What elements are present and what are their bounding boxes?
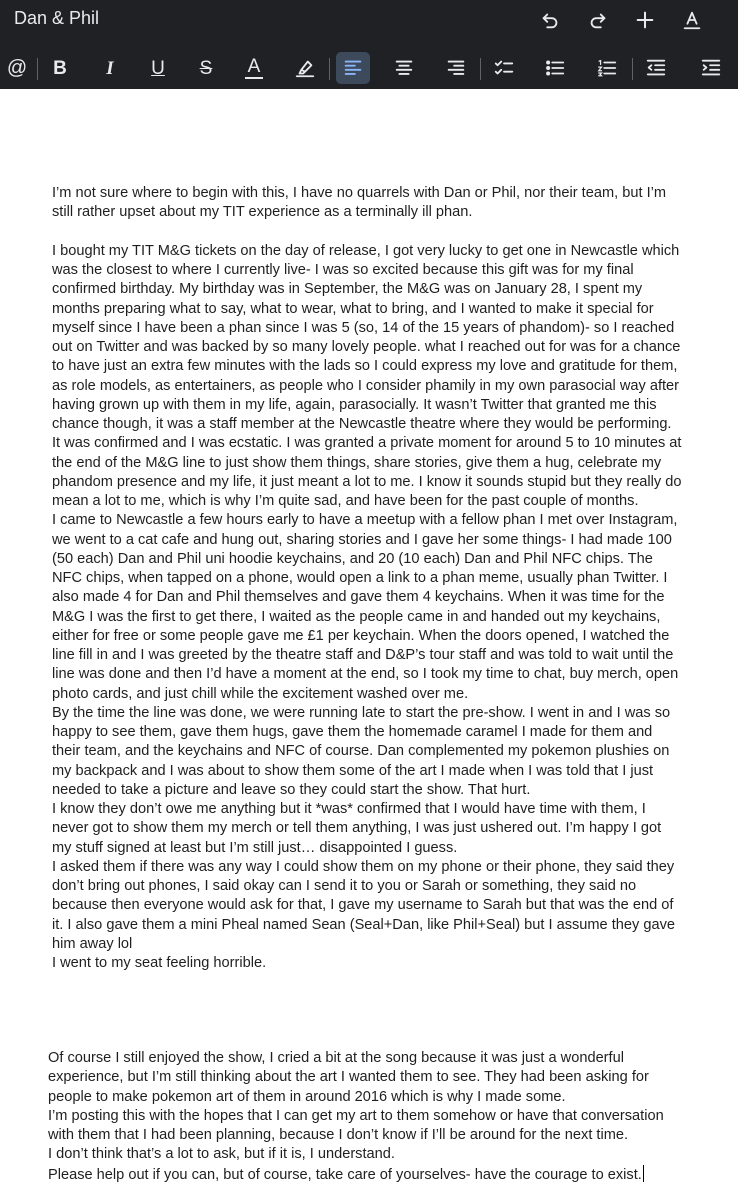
insert-plus-icon [634, 9, 656, 31]
insert-button[interactable] [629, 6, 661, 34]
title-row [0, 0, 738, 44]
redo-button[interactable] [582, 6, 614, 34]
text-cursor [643, 1165, 645, 1182]
numbered-list-icon [596, 57, 618, 79]
underline-button[interactable] [141, 52, 175, 84]
increase-indent-button[interactable] [694, 52, 728, 84]
align-center-button[interactable] [387, 52, 421, 84]
strikethrough-button[interactable] [189, 52, 223, 84]
underline-icon: U [151, 57, 165, 79]
undo-button[interactable] [534, 6, 566, 34]
bold-button[interactable] [43, 52, 77, 84]
toolbar-divider [329, 58, 330, 80]
increase-indent-icon [700, 57, 722, 79]
mention-icon: @ [6, 57, 28, 79]
align-center-icon [393, 57, 415, 79]
text-color-icon [681, 9, 703, 31]
bold-icon: B [53, 57, 67, 79]
redo-icon [587, 9, 609, 31]
bulleted-list-icon [544, 57, 566, 79]
document-body-main[interactable]: I’m not sure where to begin with this, I have no quarrels with Dan or Phil, nor their team, but I’m still rather upset about my TIT experience as a terminally ill phan. I bought my TIT M&G tickets on the day of release, I got very lucky to get one in Newcastle which was the closest to where I currently live- I was so excited because this gift was for my final confirmed birthday. My birthday was in September, the M&G was on January 28, I spent my months preparing what to say, what to wear, what to bring, and I wanted to make it special for myself since I have been a phan since I was 5 (so, 14 of the 15 years of phandom)- so I reached out on Twitter and was backed by so many lovely people. what I reached out for was for a chance to have just an extra few minutes with the lads so I could express my love and gratitude for them, as role models, as entertainers, as people who I consider phamily in my own parasocial way after having grown up with them in my life, again, parasocially. It wasn’t Twitter that granted me this chance though, it was a staff member at the Newcastle theatre where they would be performing. It was confirmed and I was ecstatic. I was granted a private moment for around 5 to 10 minutes at the end of the M&G line to just show them things, share stories, give them a hug, celebrate my phandom presence and my life, it just meant a lot to me. I know it sounds stupid but they really do mean a lot to me, which is why I’m quite sad, and have been for the past couple of months. I came to Newcastle a few hours early to have a meetup with a fellow phan I met over Instagram, we went to a cat cafe and hung out, sharing stories and I gave her some things- I had made 100 (50 each) Dan and Phil uni hoodie keychains, and 20 (10 each) Dan and Phil NFC chips. The NFC chips, when tapped on a phone, would open a link to a phan meme, usually phan Twitter. I also made 4 for Dan and Phil themselves and gave them 4 keychains. When it was time for the M&G I was the first to get there, I waited as the people came in and handed out my keychains, either for free or some people gave me £1 per keychain. When the doors opened, I watched the line fill in and I was greeted by the theatre staff and D&P’s tour staff and was told to wait until the line was done and then I’d have a moment at the end, so I took my time to chat, buy merch, open photo cards, and just chill while the excitement washed over me. By the time the line was done, we were running late to start the pre-show. I went in and I was so happy to see them, gave them hugs, gave them the homemade caramel I made for them and their team, and the keychains and NFC of course. Dan complemented my pokemon plushies on my backpack and I was about to show them some of the art I made when I was told that I just needed to take a picture and leave so they could start the show. That hurt. I know they don’t owe me anything but it *was* confirmed that I would have time with them, I never got to show them my merch or tell them anything, I was just ushered out. I’m happy I got my stuff signed at least but I’m still just… disappointed I guess. I asked them if there was any way I could show them on my phone or their phone, they said they don’t bring out phones, I said okay can I send it to you or Sarah or something, they said no because then everyone would ask for that, I gave my username to Sarah but that was the end of it. I also gave them a mini Pheal named Sean (Seal+Dan, like Phil+Seal) but I assume they gave him away lol I went to my seat feeling horrible. [52, 185, 682, 971]
align-right-button[interactable] [439, 52, 473, 84]
checklist-button[interactable] [487, 52, 521, 84]
decrease-indent-button[interactable] [639, 52, 673, 84]
doc-title[interactable]: Dan & Phil [14, 8, 100, 28]
numbered-list-button[interactable] [590, 52, 624, 84]
italic-icon: I [106, 57, 114, 79]
strikethrough-icon: S [199, 57, 213, 79]
mention-button[interactable] [0, 52, 34, 84]
document-body-end-text: Of course I still enjoyed the show, I cried a bit at the song because it was just a wonderful experience, but I’m still thinking about the art I wanted them to see. They had been asking for people to make pokemon art of them in around 2016 which is why I made some. I’m posting this with the hopes that I can get my art to them somehow or have that conversation with them that I had been planning, because I don’t know if I’ll be around for the next time. I don’t think that’s a lot to ask, but if it is, I understand. Please help out if you can, but of course, take care of yourselves- have the courage to exist. [48, 1050, 664, 1183]
text-format-button[interactable] [676, 6, 708, 34]
checklist-icon [493, 57, 515, 79]
align-left-button[interactable] [336, 52, 370, 84]
document-body-end[interactable] [48, 1049, 688, 1185]
toolbar-divider [37, 58, 38, 80]
bulleted-list-button[interactable] [538, 52, 572, 84]
app-toolbar [0, 0, 738, 89]
undo-icon [539, 9, 561, 31]
document-page[interactable] [0, 89, 738, 1200]
highlight-button[interactable] [288, 52, 322, 84]
toolbar-divider [480, 58, 481, 80]
italic-button[interactable] [93, 52, 127, 84]
format-toolbar [0, 48, 738, 88]
decrease-indent-icon [645, 57, 667, 79]
highlight-icon [294, 57, 316, 79]
text-color-icon: A [245, 57, 264, 79]
align-left-icon [342, 57, 364, 79]
text-color-button[interactable] [237, 52, 271, 84]
toolbar-divider [632, 58, 633, 80]
align-right-icon [445, 57, 467, 79]
